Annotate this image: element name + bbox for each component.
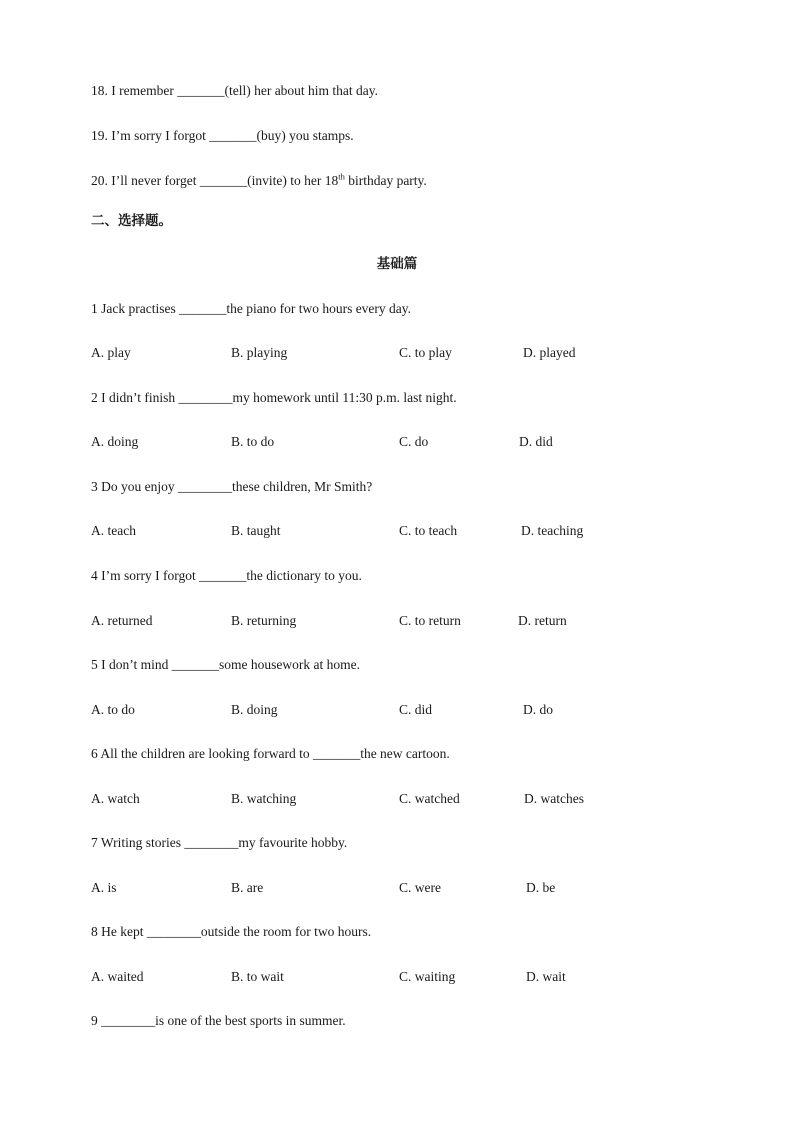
option-c: C. were: [399, 880, 441, 895]
item-number: 20.: [91, 173, 108, 188]
question-stem: 2 I didn’t finish ________my homework until 11:30 p.m. last night.: [91, 390, 457, 405]
question-stem: 5 I don’t mind _______some housework at home.: [91, 657, 360, 672]
option-c: C. do: [399, 434, 429, 449]
item-number: 19.: [91, 128, 108, 143]
option-a: A. waited: [91, 969, 144, 984]
option-d: D. do: [523, 702, 553, 717]
option-a: A. returned: [91, 613, 153, 628]
option-c: C. to teach: [399, 523, 458, 538]
option-b: B. doing: [231, 702, 278, 717]
item-text-before: I’ll never forget: [111, 173, 200, 188]
option-a: A. teach: [91, 523, 136, 538]
option-a: A. watch: [91, 791, 140, 806]
question-stem: 3 Do you enjoy ________these children, Mr Smith?: [91, 479, 373, 494]
option-a: A. play: [91, 345, 131, 360]
question-stem: 9 ________is one of the best sports in summer.: [91, 1013, 346, 1028]
answer-blank: _______: [209, 128, 257, 143]
question-stem: 4 I’m sorry I forgot _______the dictionary to you.: [91, 568, 362, 583]
option-d: D. played: [523, 345, 576, 360]
item-text-after: (invite) to her 18: [247, 173, 339, 188]
superscript: th: [338, 171, 345, 182]
option-d: D. teaching: [521, 523, 584, 538]
answer-blank: _______: [199, 173, 248, 188]
question-stem: 7 Writing stories ________my favourite hobby.: [91, 835, 348, 850]
option-c: C. did: [399, 702, 433, 717]
option-a: A. is: [91, 880, 117, 895]
item-text-tail: birthday party.: [344, 173, 427, 188]
item-number: 18.: [91, 83, 108, 98]
item-text-after: (tell) her about him that day.: [224, 83, 379, 98]
option-b: B. are: [231, 880, 264, 895]
option-b: B. to wait: [231, 969, 284, 984]
section-heading: 二、选择题。: [91, 213, 172, 229]
answer-blank: _______: [177, 83, 225, 98]
option-b: B. taught: [231, 523, 281, 538]
option-d: D. return: [518, 613, 567, 628]
option-c: C. to play: [399, 345, 452, 360]
option-d: D. wait: [526, 969, 566, 984]
option-d: D. did: [519, 434, 553, 449]
option-b: B. returning: [231, 613, 297, 628]
question-stem: 1 Jack practises _______the piano for two hours every day.: [91, 301, 412, 316]
fill-in-item-20: [91, 173, 427, 189]
fill-in-item-18: [91, 83, 378, 99]
item-text-after: (buy) you stamps.: [256, 128, 354, 143]
question-stem: 6 All the children are looking forward to _______the new cartoon.: [91, 746, 450, 761]
subheading: 基础篇: [376, 256, 418, 272]
option-a: A. to do: [91, 702, 135, 717]
option-c: C. watched: [399, 791, 460, 806]
option-c: C. to return: [399, 613, 461, 628]
item-text-before: I’m sorry I forgot: [111, 128, 210, 143]
fill-in-item-19: [91, 128, 354, 144]
option-b: B. to do: [231, 434, 275, 449]
option-b: B. playing: [231, 345, 288, 360]
question-stem: 8 He kept ________outside the room for two hours.: [91, 924, 372, 939]
option-d: D. be: [526, 880, 556, 895]
option-d: D. watches: [524, 791, 584, 806]
option-a: A. doing: [91, 434, 139, 449]
item-text-before: I remember: [111, 83, 178, 98]
option-b: B. watching: [231, 791, 297, 806]
option-c: C. waiting: [399, 969, 456, 984]
